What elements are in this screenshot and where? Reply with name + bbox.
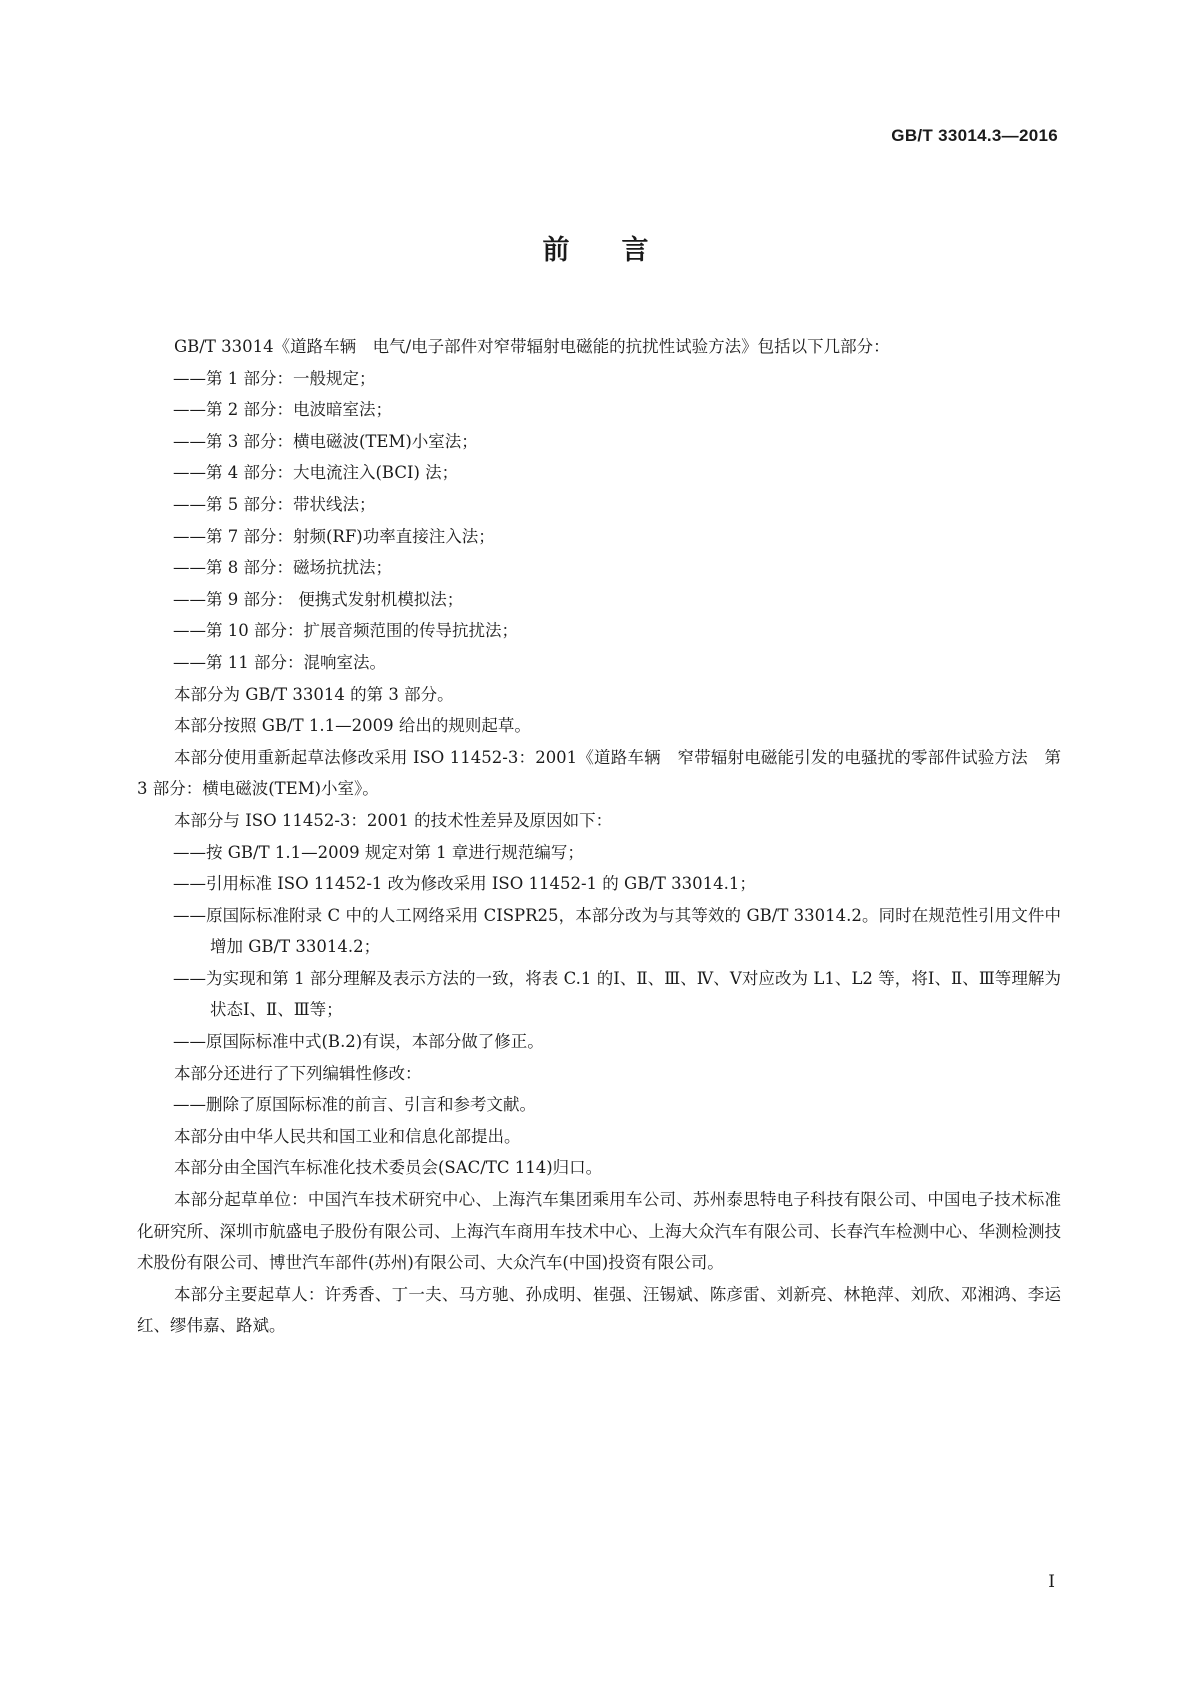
list-item: ——原国际标准附录 C 中的人工网络采用 CISPR25，本部分改为与其等效的 GB/T 33014.2。同时在规范性引用文件中增加 GB/T 33014.2； xyxy=(173,905,1061,957)
paragraph: 本部分起草单位：中国汽车技术研究中心、上海汽车集团乘用车公司、苏州泰思特电子科技有限公司、中国电子技术标准化研究所、深圳市航盛电子股份有限公司、上海汽车商用车技术中心、上海大众汽车有限公司、长春汽车检测中心、华测检测技术股份有限公司、博世汽车部件(苏州)有限公司、大众汽车(中国)投资有限公司。 xyxy=(137,1190,1061,1273)
list-item: ——引用标准 ISO 11452-1 改为修改采用 ISO 11452-1 的 GB/T 33014.1； xyxy=(173,874,756,894)
list-item: ——按 GB/T 1.1—2009 规定对第 1 章进行规范编写； xyxy=(173,842,584,862)
paragraph: 本部分按照 GB/T 1.1—2009 给出的规则起草。 xyxy=(174,716,531,736)
list-item: ——原国际标准中式(B.2)有误，本部分做了修正。 xyxy=(173,1032,544,1052)
list-item: ——第 9 部分： 便携式发射机模拟法； xyxy=(173,589,464,609)
document-body xyxy=(137,331,1061,1342)
list-item: ——第 3 部分：横电磁波(TEM)小室法； xyxy=(173,431,478,451)
list-item: ——第 7 部分：射频(RF)功率直接注入法； xyxy=(173,526,495,546)
list-item: ——第 4 部分：大电流注入(BCI) 法； xyxy=(173,463,459,483)
list-item: ——第 8 部分：磁场抗扰法； xyxy=(173,558,392,578)
paragraph: 本部分主要起草人：许秀香、丁一夫、马方驰、孙成明、崔强、汪锡斌、陈彦雷、刘新亮、林艳萍、刘欣、邓湘鸿、李运红、缪伟嘉、路斌。 xyxy=(137,1284,1061,1336)
list-item: ——第 10 部分：扩展音频范围的传导抗扰法； xyxy=(173,621,518,641)
list-item: ——第 11 部分：混响室法。 xyxy=(173,652,386,672)
list-item: ——删除了原国际标准的前言、引言和参考文献。 xyxy=(173,1095,536,1115)
paragraph: 本部分由全国汽车标准化技术委员会(SAC/TC 114)归口。 xyxy=(174,1158,603,1178)
page-title: 前言 xyxy=(542,235,701,266)
page-number: I xyxy=(1048,1572,1055,1592)
list-item: ——为实现和第 1 部分理解及表示方法的一致，将表 C.1 的Ⅰ、Ⅱ、Ⅲ、Ⅳ、Ⅴ对应改为 L1、L2 等，将Ⅰ、Ⅱ、Ⅲ等理解为状态Ⅰ、Ⅱ、Ⅲ等； xyxy=(173,968,1061,1020)
paragraph: 本部分为 GB/T 33014 的第 3 部分。 xyxy=(174,684,454,704)
list-item: ——第 5 部分：带状线法； xyxy=(173,494,376,514)
list-item: ——第 2 部分：电波暗室法； xyxy=(173,400,392,420)
paragraph: GB/T 33014《道路车辆 电气/电子部件对窄带辐射电磁能的抗扰性试验方法》包括以下几部分： xyxy=(174,337,890,356)
list-item: ——第 1 部分：一般规定； xyxy=(173,368,376,388)
paragraph: 本部分还进行了下列编辑性修改： xyxy=(174,1063,422,1083)
paragraph: 本部分与 ISO 11452-3：2001 的技术性差异及原因如下： xyxy=(174,810,613,830)
paragraph: 本部分使用重新起草法修改采用 ISO 11452-3：2001《道路车辆 窄带辐射电磁能引发的电骚扰的零部件试验方法 第 3 部分：横电磁波(TEM)小室》。 xyxy=(137,747,1061,799)
standard-number: GB/T 33014.3—2016 xyxy=(891,126,1058,145)
paragraph: 本部分由中华人民共和国工业和信息化部提出。 xyxy=(174,1126,521,1146)
